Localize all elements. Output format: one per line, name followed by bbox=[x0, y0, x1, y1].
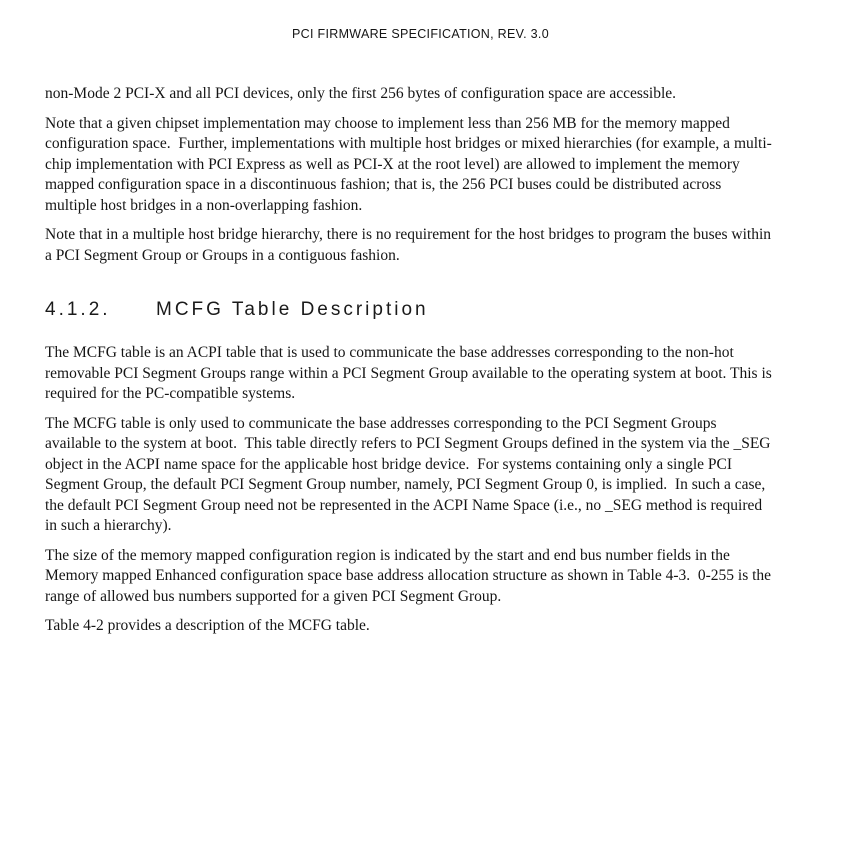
paragraph: non-Mode 2 PCI-X and all PCI devices, only the first 256 bytes of configuration space are accessible. bbox=[45, 85, 677, 102]
paragraph: The size of the memory mapped configuration region is indicated by the start and end bus number fields in the Memory mapped Enhanced configuration space base address allocation structure as shown in Table 4-3. 0-255 is the range of allowed bus numbers supported for a given PCI Segment Group. bbox=[45, 546, 775, 605]
section-title: MCFG Table Description bbox=[156, 299, 429, 320]
section-heading bbox=[45, 299, 773, 321]
running-header: PCI FIRMWARE SPECIFICATION, REV. 3.0 bbox=[292, 27, 549, 41]
section-number: 4.1.2. bbox=[45, 299, 111, 320]
page-content bbox=[0, 41, 841, 637]
paragraph: Note that a given chipset implementation may choose to implement less than 256 MB for the memory mapped configuration space. Further, implementations with multiple host bridges or mixed hierarchies (for example, a multi-chip implementation with PCI Express as well as PCI-X at the root level) are allowed to implement the memory mapped configuration space in a discontinuous fashion; that is, the 256 PCI buses could be distributed across multiple host bridges in a non-overlapping fashion. bbox=[45, 114, 772, 214]
paragraph: The MCFG table is only used to communicate the base addresses corresponding to the PCI Segment Groups available to the system at boot. This table directly refers to PCI Segment Groups defined in the system via the _SEG object in the ACPI name space for the applicable host bridge device. For systems containing only a single PCI Segment Group, the default PCI Segment Group number, namely, PCI Segment Group 0, is implied. In such a case, the default PCI Segment Group need not be represented in the ACPI Name Space (i.e., no _SEG method is required in such a hierarchy). bbox=[45, 414, 775, 534]
paragraph: Note that in a multiple host bridge hierarchy, there is no requirement for the host bridges to program the buses within a PCI Segment Group or Groups in a contiguous fashion. bbox=[45, 226, 775, 264]
paragraph: The MCFG table is an ACPI table that is used to communicate the base addresses corresponding to the non-hot removable PCI Segment Groups range within a PCI Segment Group available to the operating system at boot. This is required for the PC-compatible systems. bbox=[45, 344, 776, 402]
paragraph: Table 4-2 provides a description of the MCFG table. bbox=[45, 617, 370, 634]
